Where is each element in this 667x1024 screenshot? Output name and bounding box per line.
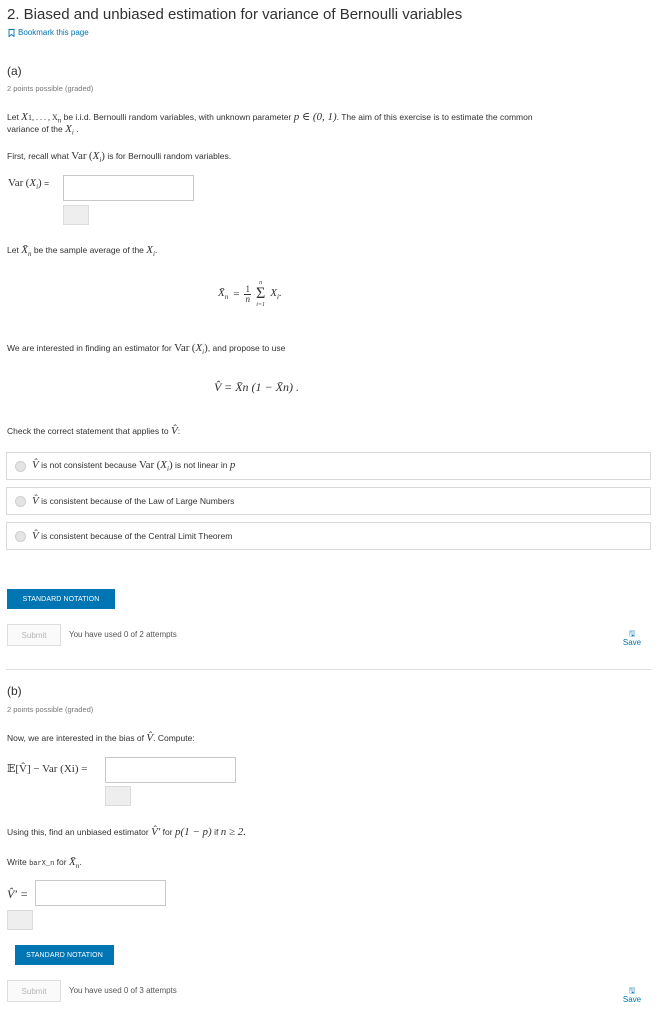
bias-text: Now, we are interested in the bias of V̂. Compute:	[7, 732, 195, 744]
part-b-points: 2 points possible (graded)	[7, 705, 94, 714]
var-answer-input[interactable]	[63, 175, 194, 201]
var-xi-formula: Var $(X_i)$ =	[8, 177, 50, 192]
save-button-b[interactable]: 🖫 Save	[620, 987, 644, 1004]
bookmark-icon	[8, 29, 15, 37]
bookmark-link[interactable]	[8, 28, 89, 37]
bookmark-label: Bookmark this page	[18, 28, 89, 37]
save-button-a[interactable]: 🖫 Save	[620, 630, 644, 647]
choice-2[interactable]: V̂ is consistent because of the Law of Large Numbers	[6, 487, 651, 515]
part-a-intro: Let X1, . . . , $X_n$ be i.i.d. Bernoulli random variables, with unknown parameter p ∈ (0, 1). The aim of this exercise is to estimate the common	[7, 111, 533, 125]
standard-notation-button-a[interactable]: STANDARD NOTATION	[7, 589, 115, 609]
vprime-answer-input[interactable]	[35, 880, 166, 906]
submit-button-a[interactable]: Submit	[7, 624, 61, 646]
attempts-b: You have used 0 of 3 attempts	[69, 986, 177, 995]
submit-button-b[interactable]: Submit	[7, 980, 61, 1002]
interest-text: We are interested in finding an estimator for Var $(X_i)$, and propose to use	[7, 342, 286, 357]
part-a-label: (a)	[7, 64, 22, 78]
estimator-formula: V̂ = X̄n (1 − X̄n) .	[214, 380, 299, 394]
var-preview-box	[63, 205, 89, 225]
bias-formula: 𝔼[V̂] − Var (Xi) =	[7, 763, 88, 775]
write-text: Write barX_n for $X̄_n$.	[7, 856, 82, 871]
bias-answer-input[interactable]	[105, 757, 236, 783]
radio-icon[interactable]	[15, 496, 26, 507]
section-divider	[6, 669, 651, 670]
radio-icon[interactable]	[15, 531, 26, 542]
recall-text: First, recall what Var $(X_i)$ is for Bernoulli random variables.	[7, 150, 232, 165]
part-a-points: 2 points possible (graded)	[7, 84, 94, 93]
unbiased-text: Using this, find an unbiased estimator V̂′ for p(1 − p) if n ≥ 2.	[7, 826, 246, 838]
save-icon: 🖫	[628, 629, 636, 638]
save-icon: 🖫	[628, 986, 636, 995]
sample-average-text: Let $X̄_n$ be the sample average of the $X_i$.	[7, 244, 158, 259]
part-b-label: (b)	[7, 684, 22, 698]
sample-average-formula: $X̄_n$ = $\frac{1}{n}$ n Σ i=1 $X_i$.	[218, 280, 282, 308]
radio-icon[interactable]	[15, 461, 26, 472]
choice-3[interactable]: V̂ is consistent because of the Central Limit Theorem	[6, 522, 651, 550]
standard-notation-button-b[interactable]: STANDARD NOTATION	[15, 945, 114, 965]
page-title: 2. Biased and unbiased estimation for variance of Bernoulli variables	[7, 6, 463, 23]
vprime-label: V̂′ =	[7, 887, 29, 901]
part-a-intro-2: variance of the $X_i$ .	[7, 123, 79, 137]
attempts-a: You have used 0 of 2 attempts	[69, 630, 177, 639]
choice-1[interactable]: V̂ is not consistent because Var $(X_i)$ is not linear in p	[6, 452, 651, 480]
check-text: Check the correct statement that applies to V̂:	[7, 425, 181, 437]
bias-preview-box	[105, 786, 131, 806]
vprime-preview-box	[7, 910, 33, 930]
